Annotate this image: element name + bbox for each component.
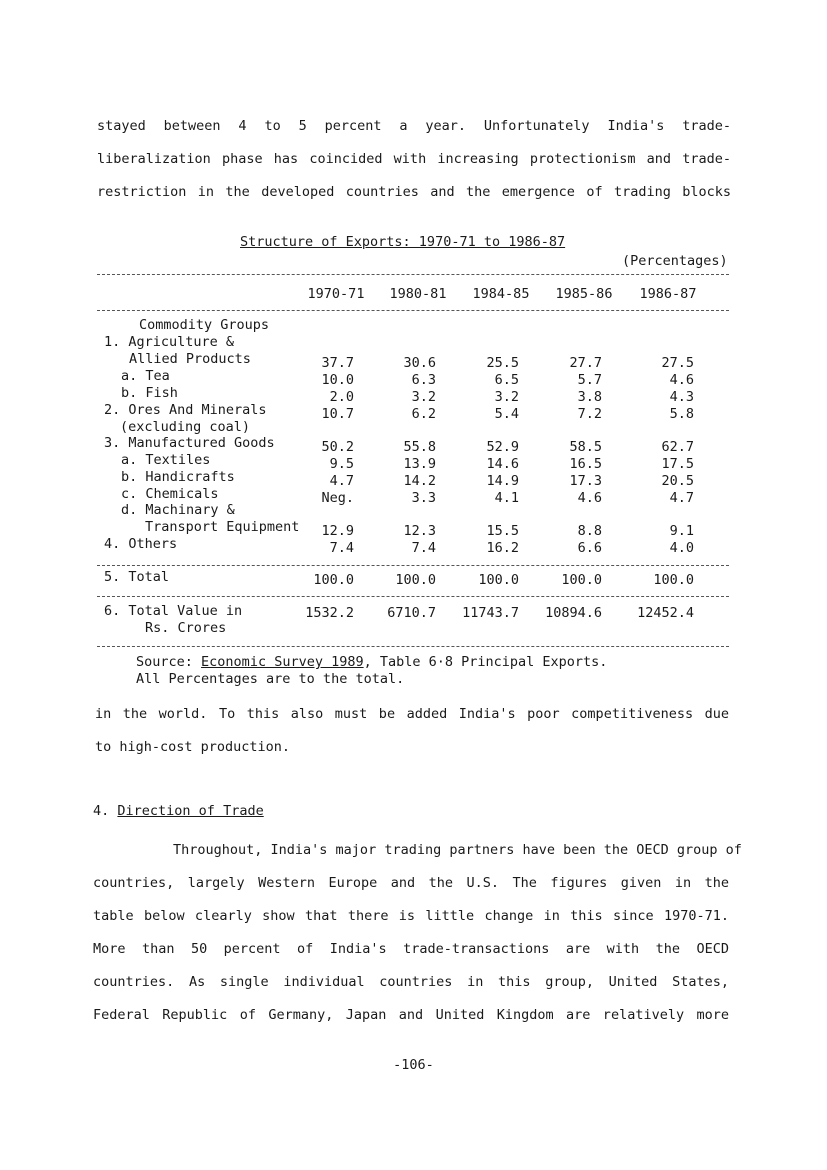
total-value: 100.0 [313, 572, 354, 588]
table-cell: 12.9 [321, 523, 354, 539]
table-cell: 4.1 [494, 490, 519, 506]
table-cell: 4.6 [669, 372, 694, 388]
total-value: 100.0 [395, 572, 436, 588]
text-line: countries. As single individual countries in this group, United States, [93, 974, 729, 990]
table-title: Structure of Exports: 1970-71 to 1986-87 [240, 234, 566, 250]
table-cell: 5.7 [577, 372, 602, 388]
source-rest: , Table 6·8 Principal Exports. [363, 654, 608, 670]
table-cell: 62.7 [661, 439, 694, 455]
total-value-crores: 1532.2 [305, 605, 354, 621]
section-number: 4. [93, 803, 110, 819]
source-prefix: Source: [136, 654, 193, 670]
total-value-crores: 12452.4 [637, 605, 694, 621]
row-label: (excluding coal) [120, 419, 251, 435]
after-paragraph [95, 704, 729, 770]
table-cell: 3.8 [577, 389, 602, 405]
intro-paragraph [97, 116, 731, 215]
table-cell: 4.3 [669, 389, 694, 405]
column-header: 1980-81 [389, 286, 447, 302]
table-cell: 27.5 [661, 355, 694, 371]
text-line: More than 50 percent of India's trade-transactions are with the OECD [93, 941, 729, 957]
section-title: Direction of Trade [117, 803, 264, 819]
table-cell: 7.4 [329, 540, 354, 556]
row-label: 4. Others [104, 536, 178, 552]
table-cell: 9.5 [329, 456, 354, 472]
text-line: to high-cost production. [95, 739, 291, 755]
table-cell: 16.2 [486, 540, 519, 556]
text-line: Throughout, India's major trading partners have been the OECD group of [173, 842, 742, 858]
text-line: stayed between 4 to 5 percent a year. Unfortunately India's trade- [97, 118, 731, 134]
total-value-label: 6. Total Value in [104, 603, 243, 619]
row-label: b. Fish [121, 385, 178, 401]
table-cell: 3.2 [411, 389, 436, 405]
source-title: Economic Survey 1989 [201, 654, 364, 670]
row-label: Allied Products [129, 351, 251, 367]
table-cell: 27.7 [569, 355, 602, 371]
table-cell: 5.8 [669, 406, 694, 422]
table-cell: 3.2 [494, 389, 519, 405]
table-note: All Percentages are to the total. [136, 671, 405, 687]
page-number: -106- [393, 1057, 434, 1073]
table-cell: 4.0 [669, 540, 694, 556]
text-line: countries, largely Western Europe and the U.S. The figures given in the [93, 875, 729, 891]
table-cell: 16.5 [569, 456, 602, 472]
table-cell: 7.4 [411, 540, 436, 556]
table-rule-header [97, 310, 729, 311]
total-value: 100.0 [653, 572, 694, 588]
total-value: 100.0 [561, 572, 602, 588]
table-cell: 17.3 [569, 473, 602, 489]
section-heading [93, 803, 264, 819]
table-cell: 9.1 [669, 523, 694, 539]
table-rule-total [97, 565, 729, 566]
table-cell: 14.9 [486, 473, 519, 489]
table-cell: 4.7 [329, 473, 354, 489]
total-value-crores: 11743.7 [462, 605, 519, 621]
column-header: 1986-87 [639, 286, 697, 302]
table-cell: 7.2 [577, 406, 602, 422]
table-cell: 5.4 [494, 406, 519, 422]
row-label: 2. Ores And Minerals [104, 402, 267, 418]
row-label: c. Chemicals [121, 486, 219, 502]
table-cell: 50.2 [321, 439, 354, 455]
table-cell: 6.6 [577, 540, 602, 556]
row-label: Transport Equipment [145, 519, 300, 535]
table-cell: 8.8 [577, 523, 602, 539]
table-cell: 6.5 [494, 372, 519, 388]
table-cell: 20.5 [661, 473, 694, 489]
table-cell: 52.9 [486, 439, 519, 455]
group-header: Commodity Groups [139, 317, 270, 333]
body-paragraph [93, 840, 742, 1038]
text-line: restriction in the developed countries and the emergence of trading blocks [97, 184, 731, 200]
table-cell: 37.7 [321, 355, 354, 371]
table-cell: Neg. [321, 490, 354, 506]
table-cell: 4.7 [669, 490, 694, 506]
table-rule-value [97, 596, 729, 597]
table-cell: 4.6 [577, 490, 602, 506]
table-cell: 14.2 [403, 473, 436, 489]
table-cell: 13.9 [403, 456, 436, 472]
table-cell: 55.8 [403, 439, 436, 455]
total-label: 5. Total [104, 569, 170, 585]
table-cell: 30.6 [403, 355, 436, 371]
total-value-crores: 6710.7 [387, 605, 436, 621]
total-value-crores: 10894.6 [545, 605, 602, 621]
column-header: 1984-85 [472, 286, 530, 302]
text-line: Federal Republic of Germany, Japan and United Kingdom are relatively more [93, 1007, 729, 1023]
table-cell: 10.0 [321, 372, 354, 388]
table-cell: 3.3 [411, 490, 436, 506]
total-value: 100.0 [478, 572, 519, 588]
table-cell: 10.7 [321, 406, 354, 422]
row-label: 3. Manufactured Goods [104, 435, 275, 451]
table-cell: 25.5 [486, 355, 519, 371]
table-cell: 6.3 [411, 372, 436, 388]
table-cell: 12.3 [403, 523, 436, 539]
table-cell: 2.0 [329, 389, 354, 405]
table-unit: (Percentages) [622, 253, 728, 269]
row-label: d. Machinary & [121, 502, 235, 518]
column-header: 1970-71 [307, 286, 365, 302]
table-rule-top [97, 274, 729, 275]
text-line: liberalization phase has coincided with increasing protectionism and trade- [97, 151, 731, 167]
table-cell: 14.6 [486, 456, 519, 472]
row-label: 1. Agriculture & [104, 334, 235, 350]
text-line: table below clearly show that there is little change in this since 1970-71. [93, 908, 729, 924]
table-source [136, 654, 607, 670]
table-cell: 15.5 [486, 523, 519, 539]
table-rule-bottom [97, 646, 729, 647]
total-value-label-2: Rs. Crores [145, 620, 227, 636]
table-cell: 17.5 [661, 456, 694, 472]
column-header: 1985-86 [555, 286, 613, 302]
row-label: a. Textiles [121, 452, 211, 468]
row-label: a. Tea [121, 368, 170, 384]
table-cell: 6.2 [411, 406, 436, 422]
table-cell: 58.5 [569, 439, 602, 455]
row-label: b. Handicrafts [121, 469, 235, 485]
text-line: in the world. To this also must be added India's poor competitiveness due [95, 706, 729, 722]
